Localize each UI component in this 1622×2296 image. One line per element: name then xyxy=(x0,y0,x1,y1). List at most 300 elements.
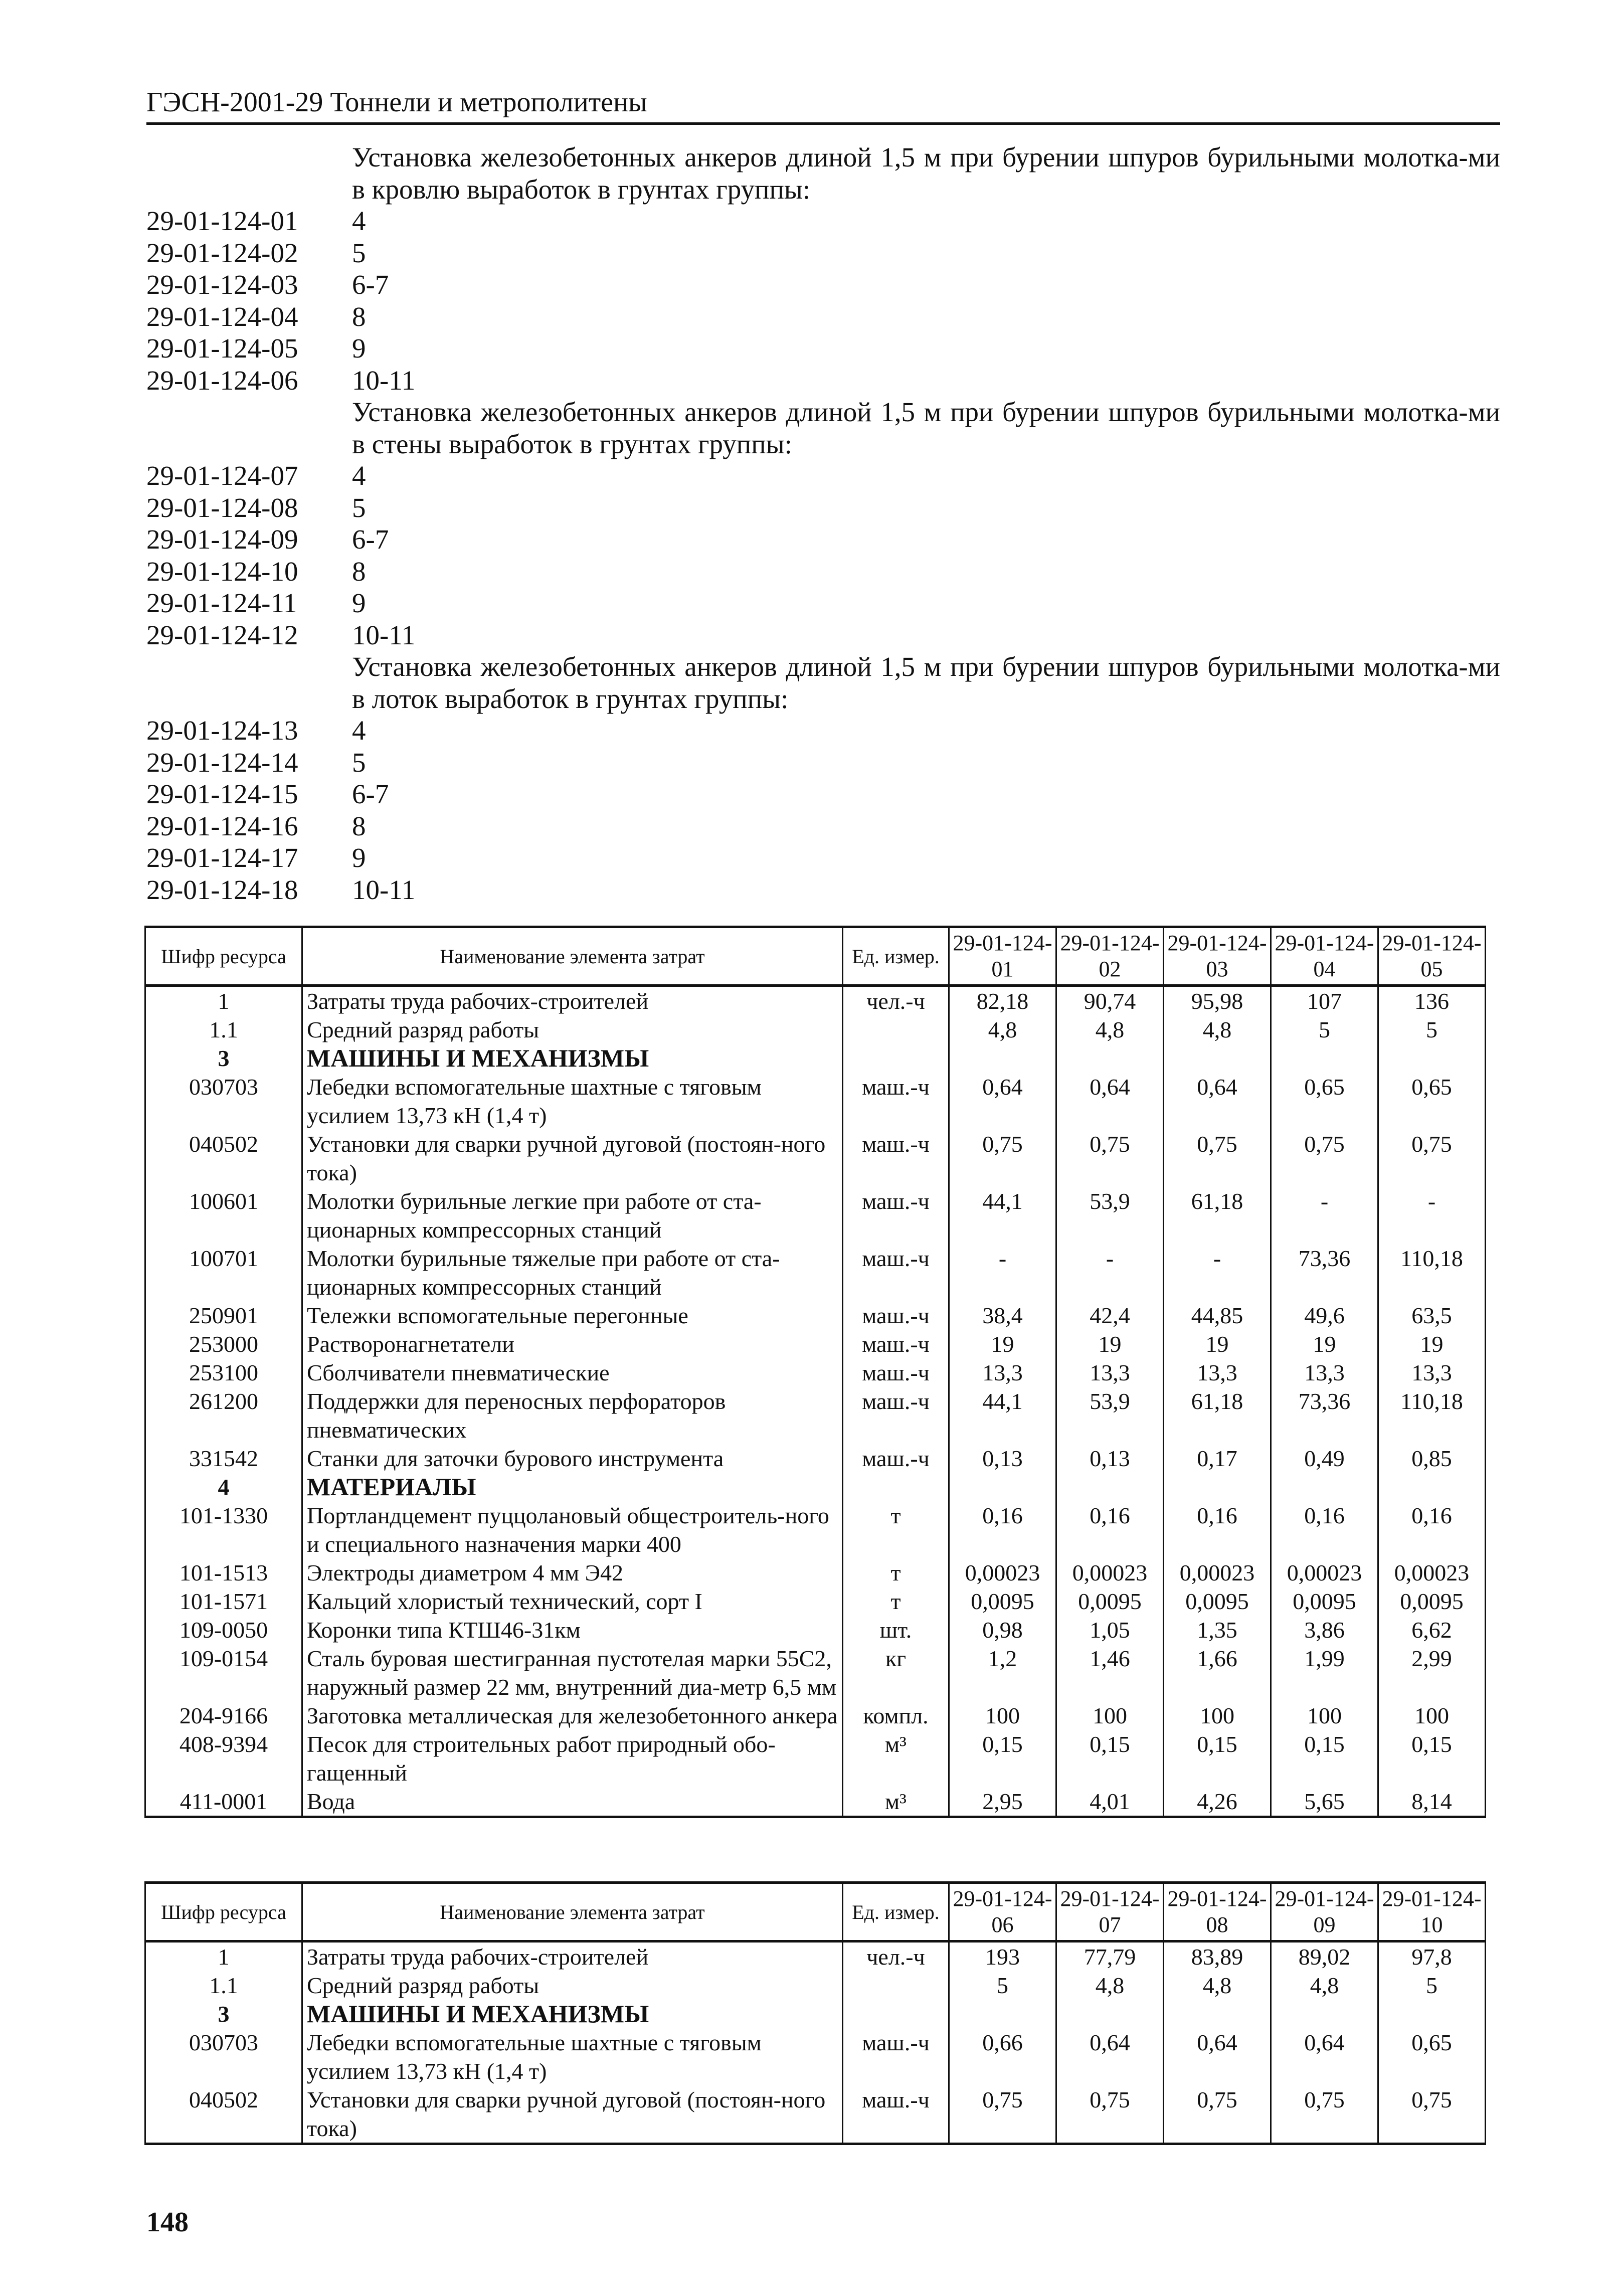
norm-value: 0,64 xyxy=(1056,2028,1164,2085)
norm-description: Установка железобетонных анкеров длиной 1,5 м при бурении шпуров бурильными молотка-ми в стены выработок в грунтах группы: xyxy=(352,397,1500,459)
resource-code: 253000 xyxy=(145,1330,302,1358)
norm-value: 0,00023 xyxy=(949,1558,1056,1587)
header-norm-column: 29-01-124-04 xyxy=(1271,927,1378,986)
soil-group: 8 xyxy=(352,301,366,332)
norm-value: 5 xyxy=(1271,1015,1378,1044)
page-number: 148 xyxy=(146,2207,189,2238)
soil-group: 5 xyxy=(352,747,366,778)
norm-value: 6,62 xyxy=(1378,1616,1486,1644)
norm-value: 0,16 xyxy=(949,1501,1056,1558)
intro-row xyxy=(146,842,1500,874)
header-resource-code: Шифр ресурса xyxy=(145,1883,302,1941)
resource-code: 261200 xyxy=(145,1387,302,1444)
resource-code: 3 xyxy=(145,2000,302,2028)
norm-value: 44,1 xyxy=(949,1187,1056,1244)
norm-value: 13,3 xyxy=(1271,1358,1378,1387)
norm-value: 0,13 xyxy=(1056,1444,1164,1473)
norm-value: 19 xyxy=(1164,1330,1271,1358)
soil-group: 9 xyxy=(352,333,366,364)
table-row xyxy=(145,1501,1486,1558)
norm-value: 0,49 xyxy=(1271,1444,1378,1473)
unit-of-measure xyxy=(843,2000,949,2028)
norm-value: 4,8 xyxy=(1164,1971,1271,2000)
norm-code-list xyxy=(146,141,1500,906)
unit-of-measure: т xyxy=(843,1587,949,1616)
norm-value: 0,00023 xyxy=(1056,1558,1164,1587)
unit-of-measure: м³ xyxy=(843,1730,949,1787)
norm-code: 29-01-124-06 xyxy=(146,365,298,396)
header-norm-column: 29-01-124-06 xyxy=(949,1883,1056,1941)
norm-code: 29-01-124-15 xyxy=(146,779,298,809)
resource-code: 250901 xyxy=(145,1301,302,1330)
table-row xyxy=(145,1941,1486,1972)
unit-of-measure: маш.-ч xyxy=(843,1130,949,1187)
norm-value: 0,75 xyxy=(1378,1130,1486,1187)
norm-value xyxy=(1056,1044,1164,1073)
intro-row xyxy=(146,619,1500,651)
norm-value: 0,64 xyxy=(1164,1073,1271,1130)
cost-element-name: Портландцемент пуццолановый общестроитель-ного и специального назначения марки 400 xyxy=(302,1501,843,1558)
table-row xyxy=(145,1971,1486,2000)
table-row xyxy=(145,1587,1486,1616)
norm-value: 107 xyxy=(1271,986,1378,1016)
norm-value: 0,65 xyxy=(1378,1073,1486,1130)
norm-value: 38,4 xyxy=(949,1301,1056,1330)
norm-value xyxy=(1056,2000,1164,2028)
norm-value: 0,17 xyxy=(1164,1444,1271,1473)
resource-code: 204-9166 xyxy=(145,1701,302,1730)
norm-value: 0,0095 xyxy=(1164,1587,1271,1616)
cost-element-name: Тележки вспомогательные перегонные xyxy=(302,1301,843,1330)
norm-value: 0,13 xyxy=(949,1444,1056,1473)
intro-row xyxy=(146,365,1500,397)
cost-element-name: Установки для сварки ручной дуговой (постоян-ного тока) xyxy=(302,1130,843,1187)
norm-value: 61,18 xyxy=(1164,1187,1271,1244)
norm-value: - xyxy=(1164,1244,1271,1301)
norm-value: 1,05 xyxy=(1056,1616,1164,1644)
norm-code: 29-01-124-12 xyxy=(146,619,298,650)
norm-value xyxy=(1164,2000,1271,2028)
norm-value: 82,18 xyxy=(949,986,1056,1016)
norm-value: 0,75 xyxy=(949,1130,1056,1187)
norm-value: 0,0095 xyxy=(1056,1587,1164,1616)
intro-row xyxy=(146,523,1500,556)
unit-of-measure: маш.-ч xyxy=(843,2028,949,2085)
table-row xyxy=(145,1244,1486,1301)
soil-group: 10-11 xyxy=(352,365,416,396)
table-row xyxy=(145,1558,1486,1587)
soil-group: 6-7 xyxy=(352,524,389,555)
norm-value: 0,16 xyxy=(1271,1501,1378,1558)
norm-value: 0,75 xyxy=(1056,2085,1164,2144)
norm-value: 44,1 xyxy=(949,1387,1056,1444)
unit-of-measure: т xyxy=(843,1558,949,1587)
table-header-row xyxy=(145,927,1486,986)
norm-value: 0,16 xyxy=(1056,1501,1164,1558)
resource-code: 101-1571 xyxy=(145,1587,302,1616)
header-unit: Ед. измер. xyxy=(843,927,949,986)
header-cost-element: Наименование элемента затрат xyxy=(302,1883,843,1941)
intro-row xyxy=(146,556,1500,588)
cost-element-name: Сталь буровая шестигранная пустотелая марки 55С2, наружный размер 22 мм, внутренний диа-метр 6,5 мм xyxy=(302,1644,843,1701)
table-row xyxy=(145,1444,1486,1473)
norm-value: 0,15 xyxy=(1056,1730,1164,1787)
norm-value: 77,79 xyxy=(1056,1941,1164,1972)
unit-of-measure: маш.-ч xyxy=(843,1073,949,1130)
norm-value: 100 xyxy=(1271,1701,1378,1730)
norm-value: 8,14 xyxy=(1378,1787,1486,1817)
cost-element-name: МАТЕРИАЛЫ xyxy=(302,1473,843,1501)
table-row xyxy=(145,1130,1486,1187)
resource-code: 040502 xyxy=(145,2085,302,2144)
norm-value: 0,85 xyxy=(1378,1444,1486,1473)
norm-value: - xyxy=(949,1244,1056,1301)
norm-value: 0,64 xyxy=(949,1073,1056,1130)
norm-value: 1,99 xyxy=(1271,1644,1378,1701)
intro-row xyxy=(146,237,1500,269)
table-row xyxy=(145,986,1486,1016)
table-row xyxy=(145,1787,1486,1817)
norm-value: 193 xyxy=(949,1941,1056,1972)
cost-element-name: Коронки типа КТШ46-31км xyxy=(302,1616,843,1644)
norm-value: 73,36 xyxy=(1271,1244,1378,1301)
cost-element-name: Электроды диаметром 4 мм Э42 xyxy=(302,1558,843,1587)
norm-code xyxy=(146,396,352,460)
soil-group: 9 xyxy=(352,842,366,873)
norm-value: 0,00023 xyxy=(1164,1558,1271,1587)
header-norm-column: 29-01-124-10 xyxy=(1378,1883,1486,1941)
norm-value: 4,8 xyxy=(949,1015,1056,1044)
norm-value: - xyxy=(1271,1187,1378,1244)
intro-row xyxy=(146,332,1500,365)
soil-group: 6-7 xyxy=(352,779,389,809)
intro-row xyxy=(146,651,1500,715)
header-norm-column: 29-01-124-07 xyxy=(1056,1883,1164,1941)
norm-value: 61,18 xyxy=(1164,1387,1271,1444)
table-row xyxy=(145,1044,1486,1073)
table-row xyxy=(145,1073,1486,1130)
cost-element-name: Сболчиватели пневматические xyxy=(302,1358,843,1387)
norm-value: 1,66 xyxy=(1164,1644,1271,1701)
norm-value: 100 xyxy=(1164,1701,1271,1730)
norm-value: 100 xyxy=(1378,1701,1486,1730)
table-row xyxy=(145,1473,1486,1501)
norm-value: 5 xyxy=(949,1971,1056,2000)
cost-element-name: Кальций хлористый технический, сорт I xyxy=(302,1587,843,1616)
unit-of-measure: кг xyxy=(843,1644,949,1701)
resource-code: 253100 xyxy=(145,1358,302,1387)
norm-code: 29-01-124-14 xyxy=(146,747,298,778)
cost-element-name: Заготовка металлическая для железобетонного анкера xyxy=(302,1701,843,1730)
soil-group: 4 xyxy=(352,460,366,491)
resource-code: 1 xyxy=(145,1941,302,1972)
cost-element-name: Молотки бурильные тяжелые при работе от ста-ционарных компрессорных станций xyxy=(302,1244,843,1301)
norm-value: 0,75 xyxy=(1164,2085,1271,2144)
norm-value: 0,00023 xyxy=(1271,1558,1378,1587)
norm-value: 53,9 xyxy=(1056,1387,1164,1444)
norm-code xyxy=(146,651,352,715)
intro-row xyxy=(146,301,1500,333)
resource-code: 1.1 xyxy=(145,1015,302,1044)
norm-value: 3,86 xyxy=(1271,1616,1378,1644)
norm-value xyxy=(1271,2000,1378,2028)
norm-description: Установка железобетонных анкеров длиной 1,5 м при бурении шпуров бурильными молотка-ми в лоток выработок в грунтах группы: xyxy=(352,651,1500,714)
norm-value xyxy=(949,1044,1056,1073)
norm-value: 136 xyxy=(1378,986,1486,1016)
norm-code: 29-01-124-11 xyxy=(146,588,297,618)
norm-value: 100 xyxy=(1056,1701,1164,1730)
norm-value: 90,74 xyxy=(1056,986,1164,1016)
unit-of-measure: маш.-ч xyxy=(843,2085,949,2144)
norm-value: 100 xyxy=(949,1701,1056,1730)
norm-value: 5,65 xyxy=(1271,1787,1378,1817)
norm-value: 83,89 xyxy=(1164,1941,1271,1972)
soil-group: 4 xyxy=(352,715,366,746)
cost-element-name: Лебедки вспомогательные шахтные с тяговым усилием 13,73 кН (1,4 т) xyxy=(302,2028,843,2085)
norm-value: 2,95 xyxy=(949,1787,1056,1817)
table-row xyxy=(145,1730,1486,1787)
resource-code: 040502 xyxy=(145,1130,302,1187)
resource-code: 411-0001 xyxy=(145,1787,302,1817)
norm-code: 29-01-124-03 xyxy=(146,269,298,300)
norm-value: - xyxy=(1056,1244,1164,1301)
unit-of-measure: маш.-ч xyxy=(843,1444,949,1473)
unit-of-measure xyxy=(843,1044,949,1073)
cost-element-name: Поддержки для переносных перфораторов пневматических xyxy=(302,1387,843,1444)
norm-value: 0,98 xyxy=(949,1616,1056,1644)
unit-of-measure: маш.-ч xyxy=(843,1387,949,1444)
table-row xyxy=(145,1701,1486,1730)
unit-of-measure xyxy=(843,1473,949,1501)
cost-element-name: Затраты труда рабочих-строителей xyxy=(302,1941,843,1972)
cost-element-name: Лебедки вспомогательные шахтные с тяговым усилием 13,73 кН (1,4 т) xyxy=(302,1073,843,1130)
header-cost-element: Наименование элемента затрат xyxy=(302,927,843,986)
unit-of-measure: маш.-ч xyxy=(843,1330,949,1358)
unit-of-measure: чел.-ч xyxy=(843,1941,949,1972)
norm-value: 53,9 xyxy=(1056,1187,1164,1244)
soil-group: 5 xyxy=(352,237,366,268)
norm-value xyxy=(1378,1473,1486,1501)
table-row xyxy=(145,2000,1486,2028)
norm-code xyxy=(146,141,352,205)
norm-value: 0,15 xyxy=(949,1730,1056,1787)
resource-code: 030703 xyxy=(145,2028,302,2085)
intro-row xyxy=(146,269,1500,301)
intro-row xyxy=(146,587,1500,619)
norm-value: 0,64 xyxy=(1056,1073,1164,1130)
table-row xyxy=(145,2028,1486,2085)
norm-value: 4,01 xyxy=(1056,1787,1164,1817)
norm-value xyxy=(1164,1473,1271,1501)
norm-value xyxy=(1164,1044,1271,1073)
norm-value: 0,0095 xyxy=(1378,1587,1486,1616)
intro-row xyxy=(146,747,1500,779)
unit-of-measure: чел.-ч xyxy=(843,986,949,1016)
cost-element-name: Растворонагнетатели xyxy=(302,1330,843,1358)
norm-value: 0,75 xyxy=(949,2085,1056,2144)
norm-code: 29-01-124-10 xyxy=(146,556,298,587)
header-norm-column: 29-01-124-03 xyxy=(1164,927,1271,986)
norm-value: 1,46 xyxy=(1056,1644,1164,1701)
unit-of-measure: маш.-ч xyxy=(843,1244,949,1301)
norm-value: 110,18 xyxy=(1378,1387,1486,1444)
cost-element-name: МАШИНЫ И МЕХАНИЗМЫ xyxy=(302,2000,843,2028)
resource-table-1 xyxy=(144,926,1486,1818)
norm-value: 44,85 xyxy=(1164,1301,1271,1330)
norm-value: 0,16 xyxy=(1164,1501,1271,1558)
cost-element-name: Затраты труда рабочих-строителей xyxy=(302,986,843,1016)
cost-element-name: Песок для строительных работ природный обо-гащенный xyxy=(302,1730,843,1787)
intro-row xyxy=(146,874,1500,906)
norm-value: 19 xyxy=(949,1330,1056,1358)
intro-row xyxy=(146,141,1500,205)
norm-value: 63,5 xyxy=(1378,1301,1486,1330)
resource-code: 100701 xyxy=(145,1244,302,1301)
norm-value: 97,8 xyxy=(1378,1941,1486,1972)
norm-value: 1,35 xyxy=(1164,1616,1271,1644)
norm-value: 4,8 xyxy=(1271,1971,1378,2000)
header-unit: Ед. измер. xyxy=(843,1883,949,1941)
soil-group: 5 xyxy=(352,492,366,523)
norm-code: 29-01-124-04 xyxy=(146,301,298,332)
norm-value xyxy=(1271,1473,1378,1501)
header-norm-column: 29-01-124-02 xyxy=(1056,927,1164,986)
norm-value: 0,0095 xyxy=(949,1587,1056,1616)
resource-code: 109-0050 xyxy=(145,1616,302,1644)
intro-row xyxy=(146,492,1500,524)
resource-code: 1 xyxy=(145,986,302,1016)
norm-description: Установка железобетонных анкеров длиной 1,5 м при бурении шпуров бурильными молотка-ми в кровлю выработок в грунтах группы: xyxy=(352,142,1500,205)
norm-value: 13,3 xyxy=(949,1358,1056,1387)
resource-code: 331542 xyxy=(145,1444,302,1473)
cost-element-name: Средний разряд работы xyxy=(302,1015,843,1044)
header-norm-column: 29-01-124-05 xyxy=(1378,927,1486,986)
cost-element-name: Молотки бурильные легкие при работе от ста-ционарных компрессорных станций xyxy=(302,1187,843,1244)
table-header-row xyxy=(145,1883,1486,1941)
norm-value: 49,6 xyxy=(1271,1301,1378,1330)
norm-value: 73,36 xyxy=(1271,1387,1378,1444)
unit-of-measure: маш.-ч xyxy=(843,1301,949,1330)
norm-value: 19 xyxy=(1056,1330,1164,1358)
norm-value: 42,4 xyxy=(1056,1301,1164,1330)
table-row xyxy=(145,1616,1486,1644)
running-head: ГЭСН-2001-29 Тоннели и метрополитены xyxy=(146,84,1500,125)
norm-value xyxy=(1378,1044,1486,1073)
norm-value: 0,64 xyxy=(1164,2028,1271,2085)
unit-of-measure: маш.-ч xyxy=(843,1358,949,1387)
table-row xyxy=(145,1187,1486,1244)
cost-element-name: Станки для заточки бурового инструмента xyxy=(302,1444,843,1473)
intro-row xyxy=(146,778,1500,810)
unit-of-measure: м³ xyxy=(843,1787,949,1817)
unit-of-measure: маш.-ч xyxy=(843,1187,949,1244)
norm-value: 0,64 xyxy=(1271,2028,1378,2085)
unit-of-measure xyxy=(843,1971,949,2000)
norm-value: 4,8 xyxy=(1056,1971,1164,2000)
resource-code: 1.1 xyxy=(145,1971,302,2000)
norm-code: 29-01-124-07 xyxy=(146,460,298,491)
cost-element-name: Вода xyxy=(302,1787,843,1817)
norm-value: 0,0095 xyxy=(1271,1587,1378,1616)
table-row xyxy=(145,2085,1486,2144)
norm-value: 1,2 xyxy=(949,1644,1056,1701)
norm-code: 29-01-124-13 xyxy=(146,715,298,746)
norm-value: 4,8 xyxy=(1056,1015,1164,1044)
norm-value: 4,26 xyxy=(1164,1787,1271,1817)
norm-code: 29-01-124-16 xyxy=(146,810,298,841)
intro-row xyxy=(146,460,1500,492)
resource-code: 408-9394 xyxy=(145,1730,302,1787)
norm-value: 0,65 xyxy=(1271,1073,1378,1130)
norm-value xyxy=(949,1473,1056,1501)
header-norm-column: 29-01-124-09 xyxy=(1271,1883,1378,1941)
table-row xyxy=(145,1644,1486,1701)
soil-group: 10-11 xyxy=(352,874,416,905)
norm-value xyxy=(1271,1044,1378,1073)
intro-row xyxy=(146,810,1500,842)
resource-code: 101-1330 xyxy=(145,1501,302,1558)
norm-value: 2,99 xyxy=(1378,1644,1486,1701)
norm-value xyxy=(1056,1473,1164,1501)
cost-element-name: МАШИНЫ И МЕХАНИЗМЫ xyxy=(302,1044,843,1073)
norm-value: 110,18 xyxy=(1378,1244,1486,1301)
unit-of-measure: компл. xyxy=(843,1701,949,1730)
norm-value: - xyxy=(1378,1187,1486,1244)
norm-value: 0,75 xyxy=(1271,2085,1378,2144)
intro-row xyxy=(146,715,1500,747)
norm-code: 29-01-124-09 xyxy=(146,524,298,555)
norm-code: 29-01-124-17 xyxy=(146,842,298,873)
resource-code: 4 xyxy=(145,1473,302,1501)
resource-code: 3 xyxy=(145,1044,302,1073)
norm-code: 29-01-124-02 xyxy=(146,237,298,268)
resource-code: 101-1513 xyxy=(145,1558,302,1587)
table-row xyxy=(145,1358,1486,1387)
soil-group: 4 xyxy=(352,206,366,236)
norm-value: 95,98 xyxy=(1164,986,1271,1016)
table-row xyxy=(145,1330,1486,1358)
norm-value: 0,66 xyxy=(949,2028,1056,2085)
norm-code: 29-01-124-05 xyxy=(146,333,298,364)
cost-element-name: Средний разряд работы xyxy=(302,1971,843,2000)
norm-value xyxy=(949,2000,1056,2028)
intro-row xyxy=(146,396,1500,460)
resource-code: 030703 xyxy=(145,1073,302,1130)
norm-value: 5 xyxy=(1378,1015,1486,1044)
norm-value: 89,02 xyxy=(1271,1941,1378,1972)
header-norm-column: 29-01-124-01 xyxy=(949,927,1056,986)
norm-code: 29-01-124-01 xyxy=(146,206,298,236)
resource-code: 109-0154 xyxy=(145,1644,302,1701)
norm-value: 0,75 xyxy=(1164,1130,1271,1187)
resource-code: 100601 xyxy=(145,1187,302,1244)
unit-of-measure: т xyxy=(843,1501,949,1558)
header-resource-code: Шифр ресурса xyxy=(145,927,302,986)
norm-value: 0,15 xyxy=(1164,1730,1271,1787)
table-row xyxy=(145,1387,1486,1444)
unit-of-measure: шт. xyxy=(843,1616,949,1644)
norm-value: 19 xyxy=(1271,1330,1378,1358)
resource-table-2 xyxy=(144,1881,1486,2145)
norm-value: 13,3 xyxy=(1164,1358,1271,1387)
unit-of-measure xyxy=(843,1015,949,1044)
norm-value: 0,16 xyxy=(1378,1501,1486,1558)
intro-row xyxy=(146,205,1500,237)
soil-group: 8 xyxy=(352,556,366,587)
norm-value: 0,75 xyxy=(1056,1130,1164,1187)
norm-code: 29-01-124-08 xyxy=(146,492,298,523)
norm-value: 5 xyxy=(1378,1971,1486,2000)
